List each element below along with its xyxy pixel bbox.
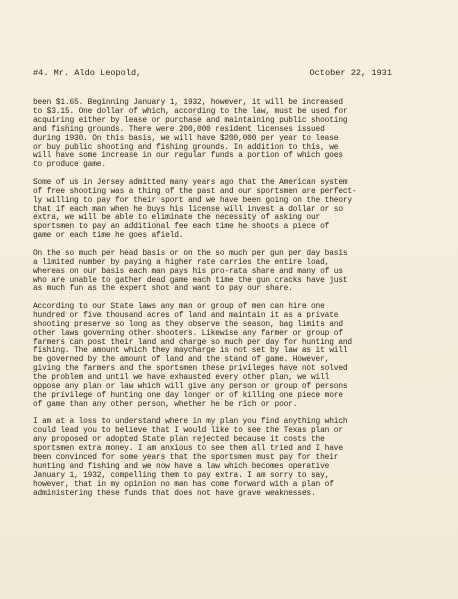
text-line: will have some increase in our regular funds a portion of which goes bbox=[33, 151, 343, 161]
text-line: could lead you to believe that I would like to see the Texas plan or bbox=[33, 426, 343, 436]
text-line: other laws governing other shooters. Likewise any farmer or group of bbox=[33, 328, 343, 338]
text-line: Some of us in Jersey admitted many years ago that the American system bbox=[33, 177, 348, 187]
letter-body bbox=[33, 99, 433, 507]
text-line: been convinced for some years that the sportsmen must pay for their bbox=[33, 453, 339, 462]
letter-header bbox=[33, 68, 392, 78]
text-line: extra, we will be able to eliminate the necessity of asking our bbox=[33, 213, 321, 223]
paragraph bbox=[33, 179, 433, 241]
text-line: however, that in my opinion no man has come forward with a plan of bbox=[33, 479, 334, 489]
text-line: the problem and until we have exhausted every other plan, we will bbox=[33, 373, 330, 383]
text-line: to produce game. bbox=[33, 160, 106, 170]
text-line: as much fun as the expert shot and want to pay our share. bbox=[33, 284, 293, 294]
paragraph bbox=[33, 250, 433, 295]
text-line: the privilege of hunting one day longer or of killing one piece more bbox=[33, 390, 343, 400]
text-line: I am at a loss to understand where in my plan you find anything which bbox=[33, 417, 348, 427]
text-line: On the so much per head basis or on the so much per gun per day basis bbox=[33, 248, 348, 258]
text-line: or buy public shooting and fishing grounds. In addition to this, we bbox=[33, 142, 339, 152]
text-line: hundred or five thousand acres of land and maintain it as a private bbox=[33, 310, 339, 320]
text-line: acquiring either by lease or purchase and maintaining public shooting bbox=[33, 115, 348, 125]
text-line: According to our State laws any man or group of men can hire one bbox=[33, 301, 325, 311]
text-line: of free shooting was a thing of the past and our sportsmen are perfect- bbox=[33, 186, 357, 196]
text-line: administering these funds that does not have grave weaknesses. bbox=[33, 488, 316, 498]
paragraph bbox=[33, 99, 433, 170]
paragraph bbox=[33, 303, 433, 410]
text-line: during 1930. On this basis, we will have $200,000 per year to lease bbox=[33, 133, 339, 143]
text-line: farmers can post their land and charge so much per day for hunting and bbox=[33, 337, 352, 347]
text-line: and fishing grounds. There were 200,000 resident licenses issued bbox=[33, 124, 325, 134]
text-line: hunting and fishing and we now have a law which becomes operative bbox=[33, 461, 330, 471]
text-line: be governed by the amount of land and the stand of game. However, bbox=[33, 355, 330, 365]
text-line: January 1, 1932, compelling them to pay extra. I am sorry to say, bbox=[33, 470, 330, 480]
text-line: of game than any other person, whether he be rich or poor. bbox=[33, 399, 298, 409]
text-line: whereas on our basis each man pays his pro-rata share and many of us bbox=[33, 266, 343, 276]
text-line: game or each time he goes afield. bbox=[33, 231, 184, 241]
letter-date: October 22, 1931 bbox=[309, 68, 392, 78]
text-line: oppose any plan or law which will give any person or group of persons bbox=[33, 382, 348, 392]
page-recipient-line: #4. Mr. Aldo Leopold, bbox=[33, 68, 142, 78]
text-line: fishing. The amount which they maycharge is not set by law as it will bbox=[33, 346, 348, 356]
text-line: shooting preserve so long as they observe the season, bag limits and bbox=[33, 319, 343, 329]
text-line: who are unable to gather dead game each time the gun cracks have just bbox=[33, 275, 348, 285]
text-line: that if each man when he buys his license will invest a dollar or so bbox=[33, 204, 343, 214]
paragraph bbox=[33, 418, 433, 498]
text-line: been $1.65. Beginning January 1, 1932, however, it will be increased bbox=[33, 98, 343, 107]
text-line: any proposed or adopted State plan rejected because it costs the bbox=[33, 435, 325, 445]
text-line: sportsmen to pay an additional fee each time he shoots a piece of bbox=[33, 222, 330, 232]
text-line: ly willing to pay for their sport and we have been going on the theory bbox=[33, 195, 352, 205]
text-line: giving the farmers and the sportsmen these privileges have not solved bbox=[33, 364, 348, 374]
text-line: to $3.15. One dollar of which, according to the law, must be used for bbox=[33, 106, 348, 116]
text-line: a limited number by paying a higher rate carries the entire load, bbox=[33, 257, 330, 267]
text-line: sportsmen extra money. I am anxious to see them all tried and I have bbox=[33, 444, 343, 454]
